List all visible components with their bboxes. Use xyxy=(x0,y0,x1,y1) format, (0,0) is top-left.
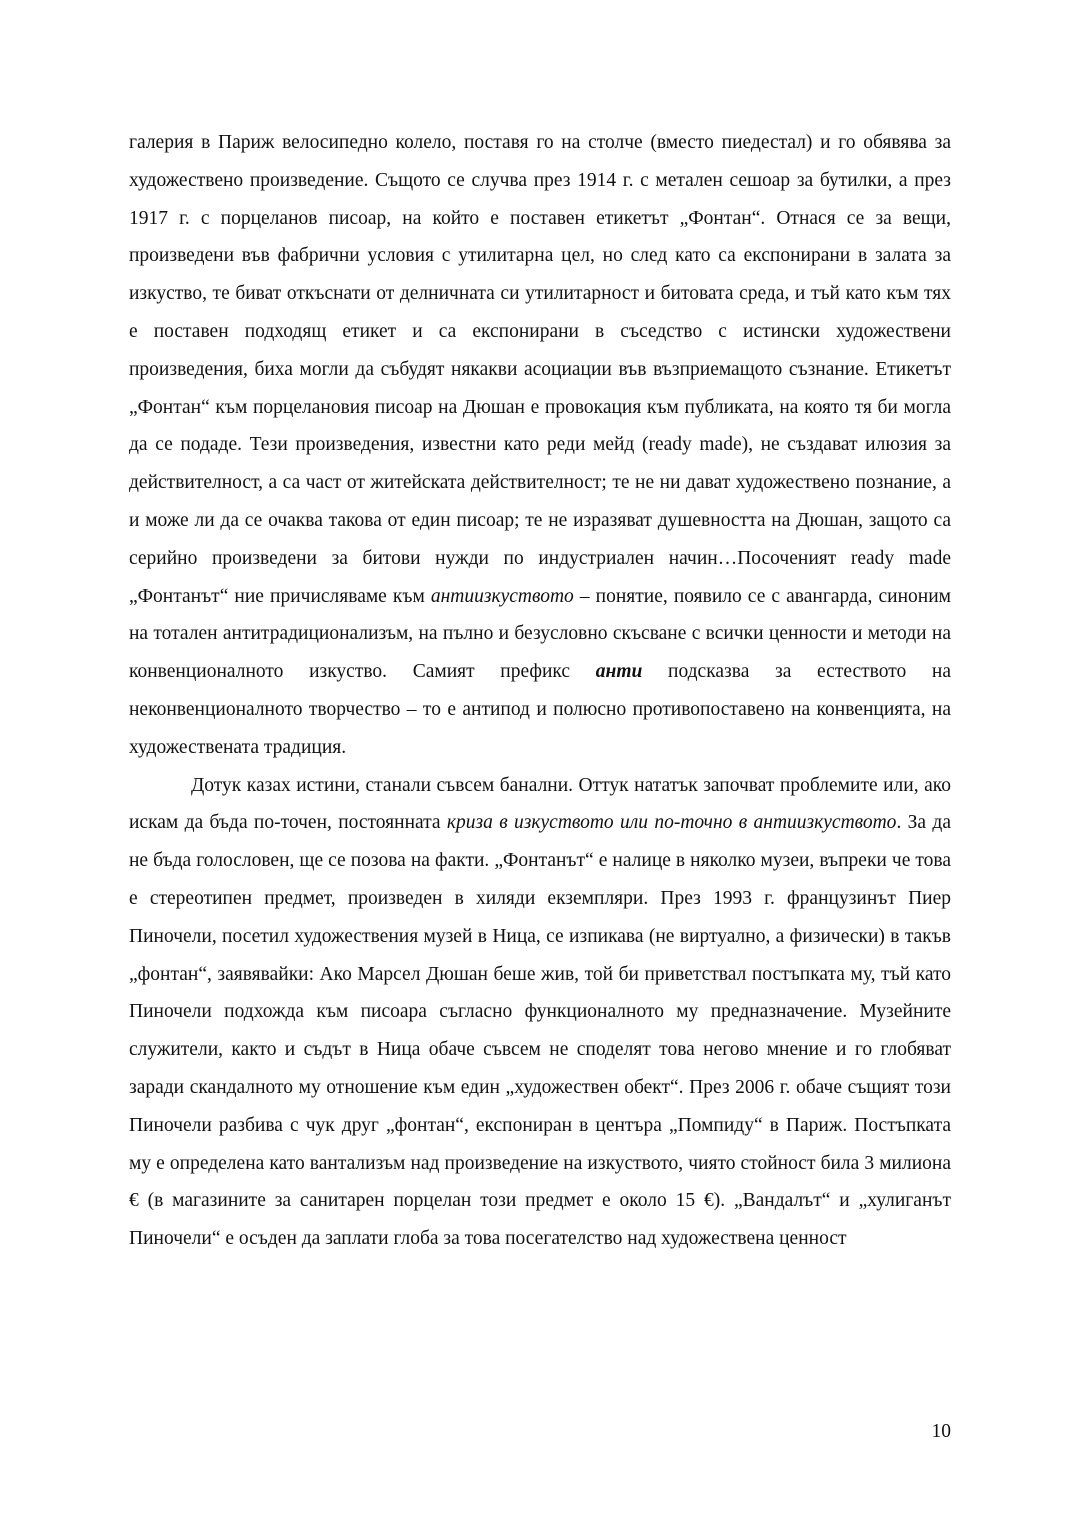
paragraph-1-text-a: галерия в Париж велосипедно колело, поставя го на столче (вместо пиедестал) и го обявява за художествено произведение. Същото се случва през 1914 г. с метален сешоар за бутилки, а през 1917 г. с порцеланов писоар, на който е поставен етикетът „Фонтан“. Отнася се за вещи, произведени във фабрични условия с утилитарна цел, но след като са експонирани в залата за изкуство, те биват откъснати от делничната си утилитарност и битовата среда, и тъй като към тях е поставен подходящ етикет и са експонирани в съседство с истински художествени произведения, биха могли да събудят някакви асоциации във възприемащото съзнание. Етикетът „Фонтан“ към порцелановия писоар на Дюшан е провокация към публиката, на която тя би могла да се подаде. Тези произведения, известни като реди мейд (ready made), не създават илюзия за действителност, а са част от житейската действителност; те не ни дават художествено познание, а и може ли да се очаква такова от един писоар; те не изразяват душевността на Дюшан, защото са серийно произведени за битови нужди по индустриален начин…Посоченият ready made „Фонтанът“ ние причисляваме към xyxy=(129,132,951,607)
paragraph-2 xyxy=(129,767,951,1258)
paragraph-1-text-b: – понятие, появило се с авангарда, синоним на тотален антитрадиционализъм, на пълно и безусловно скъсване с всички ценности и методи на конвенционалното изкуство. Самият префикс xyxy=(129,585,951,683)
paragraph-2-text-a: Дотук казах истини, станали съвсем банални. Оттук нататък започват проблемите или, ако искам да бъда по-точен, постоянната xyxy=(129,774,951,834)
paragraph-1 xyxy=(129,124,951,767)
paragraph-2-italic-phrase: криза в изкуството или по-точно в антиизкуството xyxy=(446,812,897,834)
paragraph-1-bold-italic-prefix: анти xyxy=(595,661,643,683)
paragraph-1-text-c: подсказва за естеството на неконвенционалното творчество – то е антипод и полюсно противопоставено на конвенцията, на художествената традиция. xyxy=(129,661,951,758)
paragraph-1-italic-term: антиизкуството xyxy=(430,585,574,607)
paragraph-2-text-b: . За да не бъда голословен, ще се позова на факти. „Фонтанът“ е налице в няколко музеи, въпреки че това е стереотипен предмет, произведен в хиляди екземпляри. През 1993 г. французинът Пиер Пиночели, посетил художествения музей в Ница, се изпикава (не виртуално, а физически) в такъв „фонтан“, заявявайки: Ако Марсел Дюшан беше жив, той би приветствал постъпката му, тъй като Пиночели подхожда към писоара съгласно функционалното му предназначение. Музейните служители, както и съдът в Ница обаче съвсем не споделят това негово мнение и го глобяват заради скандалното му отношение към един „художествен обект“. През 2006 г. обаче същият този Пиночели разбива с чук друг „фонтан“, експониран в центъра „Помпиду“ в Париж. Постъпката му е определена като вантализъм над произведение на изкуството, чиято стойност била 3 милиона € (в магазините за санитарен порцелан този предмет е около 15 €). „Вандалът“ и „хулиганът Пиночели“ е осъден да заплати глоба за това посегателство над художествена ценност xyxy=(129,812,951,1250)
page-number: 10 xyxy=(931,1421,951,1442)
body-text xyxy=(129,124,951,1258)
